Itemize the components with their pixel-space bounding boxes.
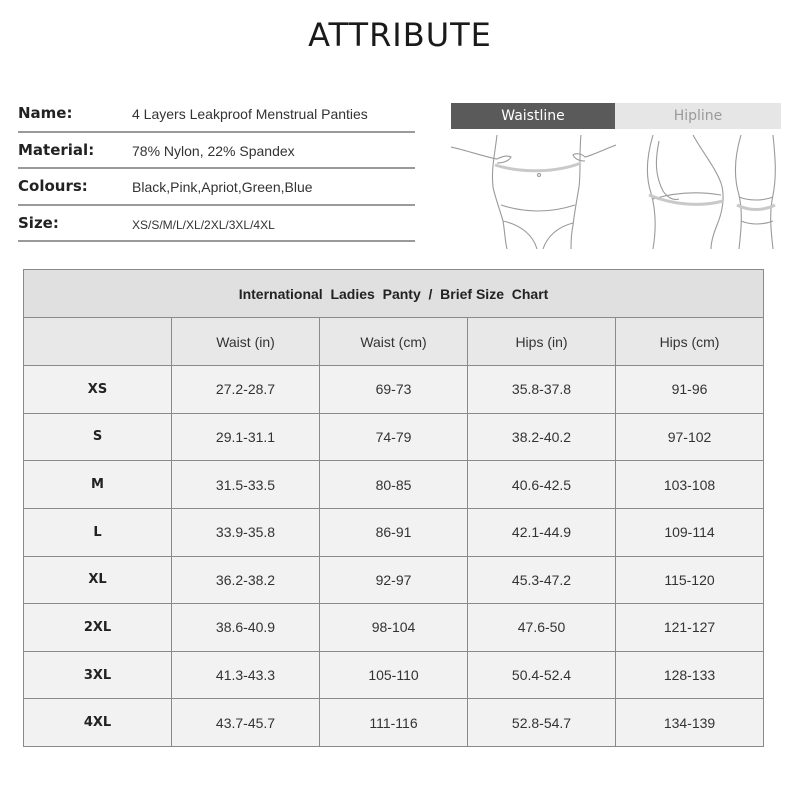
table-cell: 111-116	[320, 699, 468, 747]
table-cell: 109-114	[616, 508, 764, 556]
table-cell: 50.4-52.4	[468, 651, 616, 699]
table-row	[24, 461, 764, 509]
attribute-list	[18, 96, 415, 242]
table-cell: 45.3-47.2	[468, 556, 616, 604]
table-cell: 47.6-50	[468, 604, 616, 652]
attribute-value: 4 Layers Leakproof Menstrual Panties	[132, 106, 368, 122]
table-cell: 121-127	[616, 604, 764, 652]
table-cell: 103-108	[616, 461, 764, 509]
hipline-tab: Hipline	[615, 103, 781, 129]
size-cell: S	[24, 413, 172, 461]
table-cell: 91-96	[616, 366, 764, 414]
attribute-value: Black,Pink,Apriot,Green,Blue	[132, 179, 313, 195]
table-cell: 41.3-43.3	[172, 651, 320, 699]
attribute-key: Colours:	[18, 177, 88, 195]
column-header-row	[24, 318, 764, 366]
table-cell: 80-85	[320, 461, 468, 509]
table-cell: 42.1-44.9	[468, 508, 616, 556]
table-cell: 74-79	[320, 413, 468, 461]
attribute-key: Size:	[18, 213, 59, 232]
size-cell: M	[24, 461, 172, 509]
attribute-key: Material:	[18, 140, 95, 159]
table-row	[24, 651, 764, 699]
table-row	[24, 508, 764, 556]
table-cell: 97-102	[616, 413, 764, 461]
size-chart-title: International Ladies Panty / Brief Size Chart	[24, 270, 764, 318]
table-cell: 35.8-37.8	[468, 366, 616, 414]
table-cell: 92-97	[320, 556, 468, 604]
waistline-tab: Waistline	[451, 103, 615, 129]
table-cell: 38.2-40.2	[468, 413, 616, 461]
table-cell: 52.8-54.7	[468, 699, 616, 747]
attribute-value: XS/S/M/L/XL/2XL/3XL/4XL	[132, 217, 275, 232]
table-row	[24, 556, 764, 604]
table-cell: 33.9-35.8	[172, 508, 320, 556]
attribute-row-size	[18, 206, 415, 243]
column-header: Waist (cm)	[320, 318, 468, 366]
table-row	[24, 699, 764, 747]
column-header: Waist (in)	[172, 318, 320, 366]
table-row	[24, 413, 764, 461]
table-cell: 98-104	[320, 604, 468, 652]
column-header	[24, 318, 172, 366]
table-cell: 38.6-40.9	[172, 604, 320, 652]
table-cell: 134-139	[616, 699, 764, 747]
hip-measure-illustration	[623, 135, 781, 249]
table-cell: 31.5-33.5	[172, 461, 320, 509]
table-cell: 43.7-45.7	[172, 699, 320, 747]
table-cell: 128-133	[616, 651, 764, 699]
size-cell: 3XL	[24, 651, 172, 699]
table-cell: 105-110	[320, 651, 468, 699]
measurement-guide	[451, 103, 781, 248]
attribute-key: Name:	[18, 104, 73, 122]
size-cell: XL	[24, 556, 172, 604]
waist-measure-illustration	[451, 135, 616, 249]
table-cell: 27.2-28.7	[172, 366, 320, 414]
table-row	[24, 604, 764, 652]
table-cell: 29.1-31.1	[172, 413, 320, 461]
size-cell: 4XL	[24, 699, 172, 747]
attribute-value: 78% Nylon, 22% Spandex	[132, 142, 295, 159]
table-cell: 36.2-38.2	[172, 556, 320, 604]
size-chart-table	[23, 269, 764, 747]
table-cell: 69-73	[320, 366, 468, 414]
attribute-row-name	[18, 96, 415, 133]
table-cell: 40.6-42.5	[468, 461, 616, 509]
table-row	[24, 366, 764, 414]
size-cell: 2XL	[24, 604, 172, 652]
table-cell: 115-120	[616, 556, 764, 604]
attribute-row-material	[18, 133, 415, 170]
page-title: ATTRIBUTE	[308, 16, 492, 54]
table-cell: 86-91	[320, 508, 468, 556]
size-cell: XS	[24, 366, 172, 414]
size-cell: L	[24, 508, 172, 556]
column-header: Hips (in)	[468, 318, 616, 366]
attribute-row-colours	[18, 169, 415, 206]
column-header: Hips (cm)	[616, 318, 764, 366]
